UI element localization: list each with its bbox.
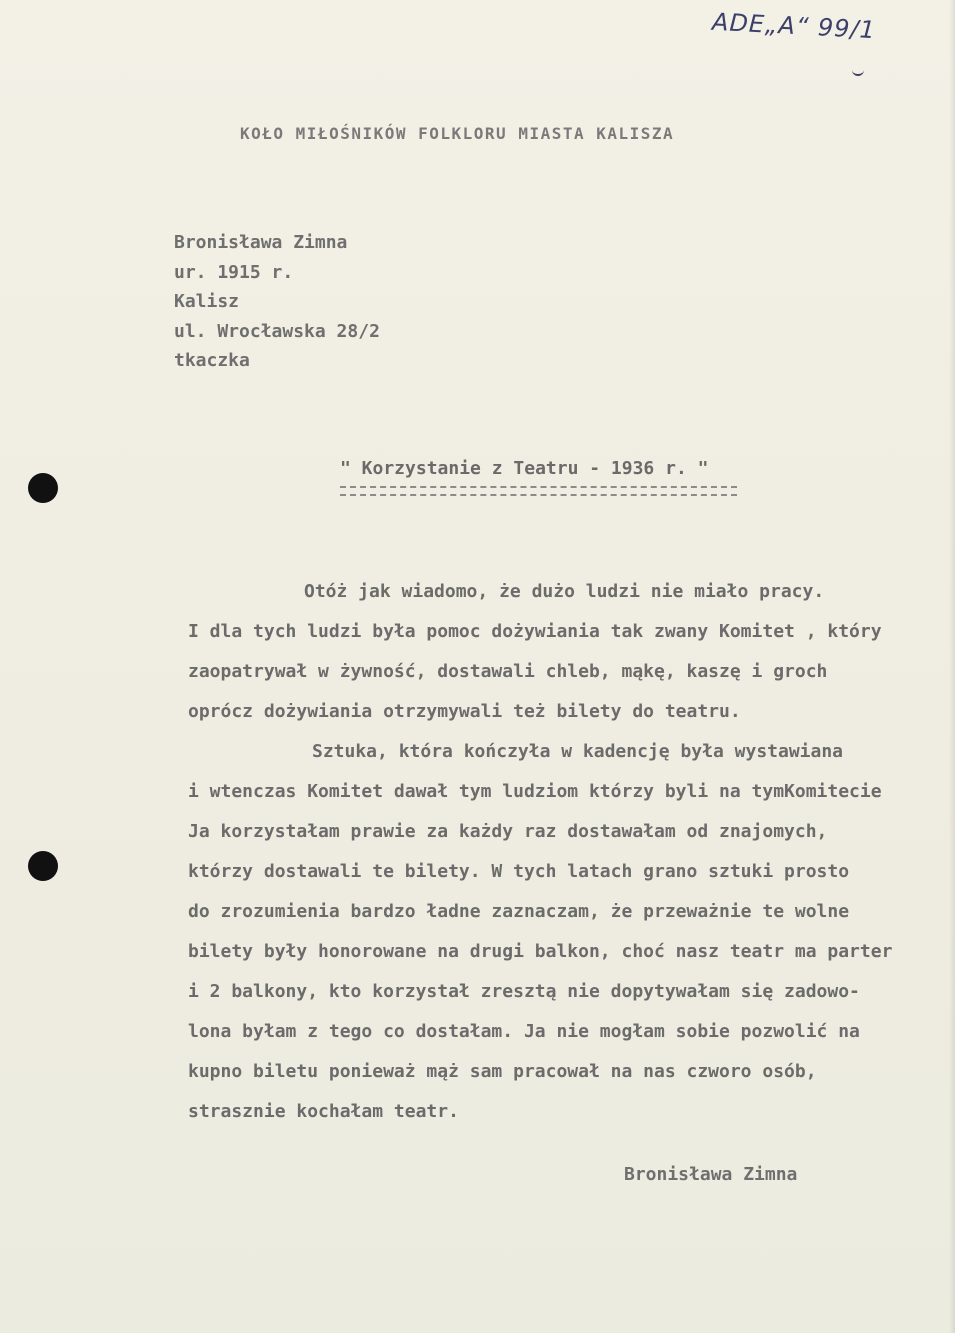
organization-header: KOŁO MIŁOŚNIKÓW FOLKLORU MIASTA KALISZA — [240, 124, 675, 143]
signature: Bronisława Zimna — [624, 1164, 798, 1185]
body-line: oprócz dożywiania otrzymywali też bilety do teatru. — [188, 701, 741, 722]
author-city: Kalisz — [174, 291, 240, 312]
author-address: ul. Wrocławska 28/2 — [174, 320, 380, 342]
body-line: bilety były honorowane na drugi balkon, choć nasz teatr ma parter — [188, 941, 893, 962]
punch-hole-top — [28, 473, 58, 503]
document-title: " Korzystanie z Teatru - 1936 r. " — [340, 458, 709, 479]
body-line: kupno biletu ponieważ mąż sam pracował na nas czworo osób, — [188, 1061, 817, 1082]
author-occupation: tkaczka — [174, 350, 250, 371]
body-line: i wtenczas Komitet dawał tym ludziom którzy byli na tymKomitecie — [188, 781, 882, 802]
body-line: Ja korzystałam prawie za każdy raz dostawałam od znajomych, — [188, 821, 828, 842]
body-line: Sztuka, która kończyła w kadencję była wystawiana — [312, 741, 844, 762]
body-text — [188, 572, 948, 1132]
punch-hole-bottom — [28, 851, 58, 881]
body-line: Otóż jak wiadomo, że dużo ludzi nie miało pracy. — [304, 581, 825, 602]
body-line: którzy dostawali te bilety. W tych latach grano sztuki prosto — [188, 861, 850, 882]
title-underline — [340, 486, 737, 496]
body-line: do zrozumienia bardzo ładne zaznaczam, że przeważnie te wolne — [188, 901, 850, 922]
author-block — [174, 228, 380, 376]
body-line: I dla tych ludzi była pomoc dożywiania tak zwany Komitet , który — [188, 621, 882, 642]
archive-mark-handwritten: ADE„A“ 99/1 — [711, 7, 877, 45]
author-birth-year: ur. 1915 r. — [174, 261, 294, 283]
body-line: i 2 balkony, kto korzystał zresztą nie dopytywałam się zadowo- — [188, 981, 860, 1002]
body-line: strasznie kochałam teatr. — [188, 1101, 459, 1122]
body-line: lona byłam z tego co dostałam. Ja nie mogłam sobie pozwolić na — [188, 1021, 860, 1042]
page-edge-shadow — [949, 0, 955, 1333]
body-line: zaopatrywał w żywność, dostawali chleb, mąkę, kaszę i groch — [188, 661, 828, 682]
author-name: Bronisława Zimna — [174, 232, 348, 253]
archive-mark-underline — [852, 70, 864, 76]
